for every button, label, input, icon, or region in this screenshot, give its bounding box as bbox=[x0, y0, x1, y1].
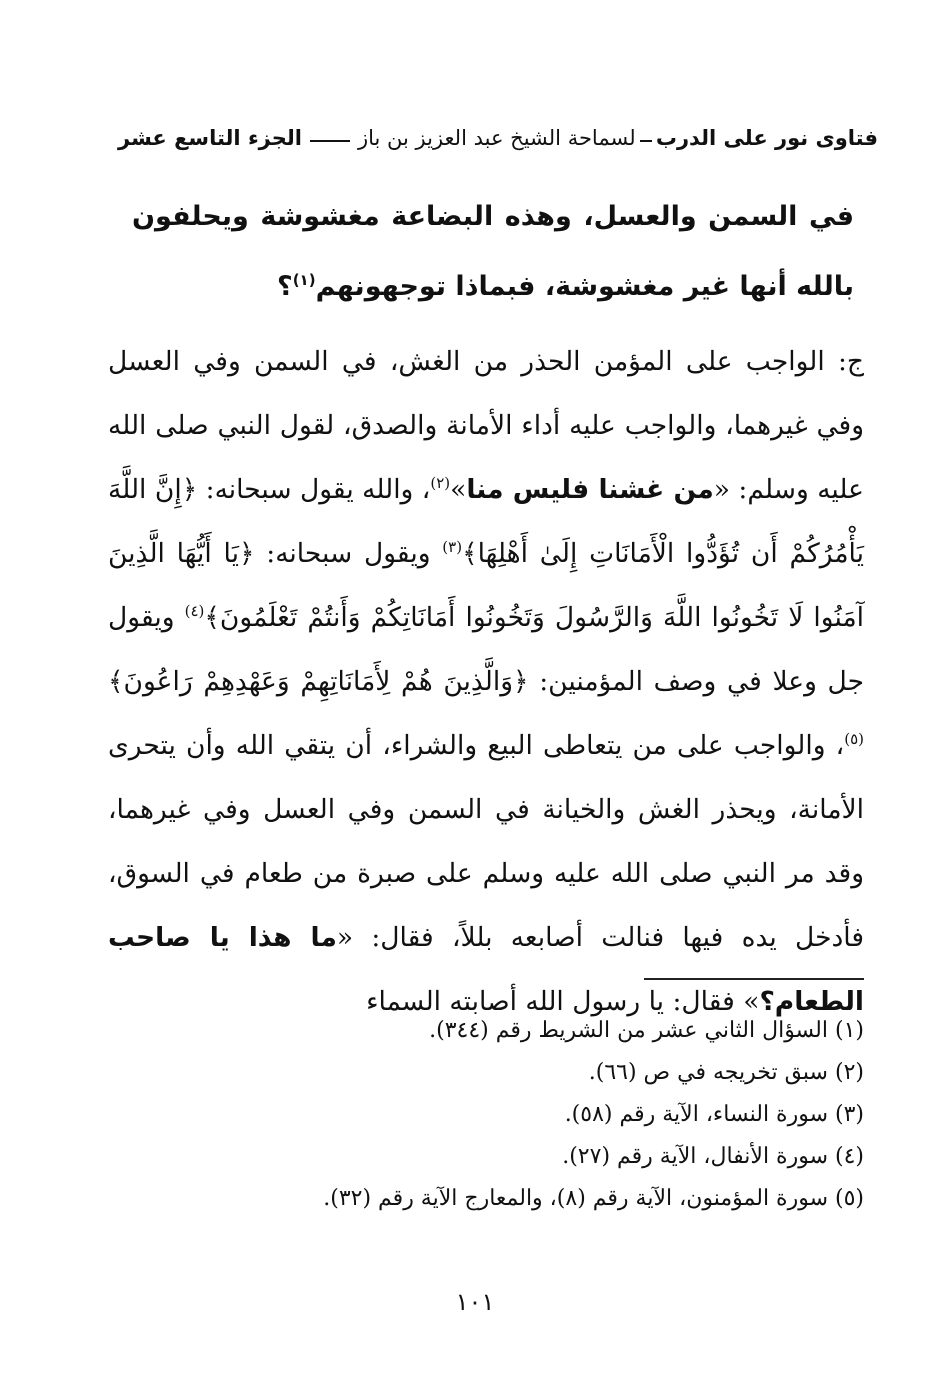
answer-text-6: ﴾ bbox=[204, 602, 220, 633]
footnote-ref-5: (٥) bbox=[844, 730, 864, 749]
footnote-ref-4: (٤) bbox=[184, 602, 205, 621]
page-number: ١٠١ bbox=[455, 1288, 495, 1316]
answer-paragraph bbox=[108, 330, 864, 1034]
quran-verse-1: إِنَّ اللَّهَ يَأْمُرُكُمْ أَن تُؤَدُّوا الْأَمَانَاتِ إِلَىٰ أَهْلِهَا bbox=[108, 474, 865, 569]
author-name: لسماحة الشيخ عبد العزيز بن باز bbox=[357, 126, 636, 150]
answer-text-7: ويقول جل وعلا في وصف المؤمنين: ﴿ bbox=[108, 602, 864, 697]
quran-verse-2: يَا أَيُّهَا الَّذِينَ آمَنُوا لَا تَخُونُوا اللَّهَ وَالرَّسُولَ وَتَخُونُوا أَمَانَاتِكُمْ وَأَنتُمْ تَعْلَمُونَ bbox=[108, 538, 864, 633]
footnote-item: (٣) سورة النساء، الآية رقم (٥٨). bbox=[564, 1102, 864, 1127]
answer-text-5: ويقول سبحانه: ﴿ bbox=[238, 538, 443, 569]
answer-text-3: ، والله يقول سبحانه: ﴿ bbox=[181, 474, 431, 505]
answer-text-2: » bbox=[450, 474, 467, 505]
header-rule bbox=[310, 140, 350, 142]
footnote-item: (٢) سبق تخريجه في ص (٦٦). bbox=[588, 1060, 864, 1085]
answer-text-4: ﴾ bbox=[462, 538, 478, 569]
footnote-ref-3: (٣) bbox=[442, 538, 463, 557]
volume-label: الجزء التاسع عشر bbox=[118, 126, 302, 150]
footnote-item: (٥) سورة المؤمنون، الآية رقم (٨)، والمعارج الآية رقم (٣٢). bbox=[323, 1186, 864, 1211]
question-text: في السمن والعسل، وهذه البضاعة مغشوشة ويحلفون بالله أنها غير مغشوشة، فبماذا توجهونهم bbox=[132, 201, 854, 302]
quran-verse-3: وَالَّذِينَ هُمْ لِأَمَانَاتِهِمْ وَعَهْدِهِمْ رَاعُونَ bbox=[123, 666, 514, 697]
footnote-separator bbox=[644, 978, 864, 980]
footnotes-list bbox=[104, 1010, 864, 1220]
footnote-item: (١) السؤال الثاني عشر من الشريط رقم (٣٤٤). bbox=[429, 1018, 864, 1043]
hadith-quote-2: ما هذا يا صاحب الطعام؟ bbox=[108, 922, 864, 1017]
footnote-ref-1: (١) bbox=[292, 271, 316, 289]
question-paragraph bbox=[132, 182, 854, 322]
header-dash bbox=[640, 140, 652, 142]
footnote-ref-2: (٢) bbox=[430, 474, 451, 493]
answer-text-1: ج: الواجب على المؤمن الحذر من الغش، في السمن وفي العسل وفي غيرهما، والواجب عليه أداء الأمانة والصدق، لقول النبي صلى الله عليه وسلم: « bbox=[108, 346, 864, 505]
answer-text-8: ﴾ bbox=[108, 666, 124, 697]
footnote-item: (٤) سورة الأنفال، الآية رقم (٢٧). bbox=[562, 1144, 864, 1169]
answer-text-9: ، والواجب على من يتعاطى البيع والشراء، أن يتقي الله وأن يتحرى الأمانة، ويحذر الغش والخيانة في السمن وفي العسل وفي غيرهما، وقد مر النبي صلى الله عليه وسلم على صبرة من طعام في السوق، فأدخل يده فيها فنالت أصابعه بللاً، فقال: « bbox=[108, 730, 864, 953]
question-mark: ؟ bbox=[277, 271, 293, 302]
running-header bbox=[118, 118, 878, 158]
hadith-quote-1: من غشنا فليس منا bbox=[466, 474, 714, 505]
book-title: فتاوى نور على الدرب bbox=[655, 126, 878, 150]
answer-text-10: » فقال: يا رسول الله أصابته السماء bbox=[366, 986, 760, 1017]
